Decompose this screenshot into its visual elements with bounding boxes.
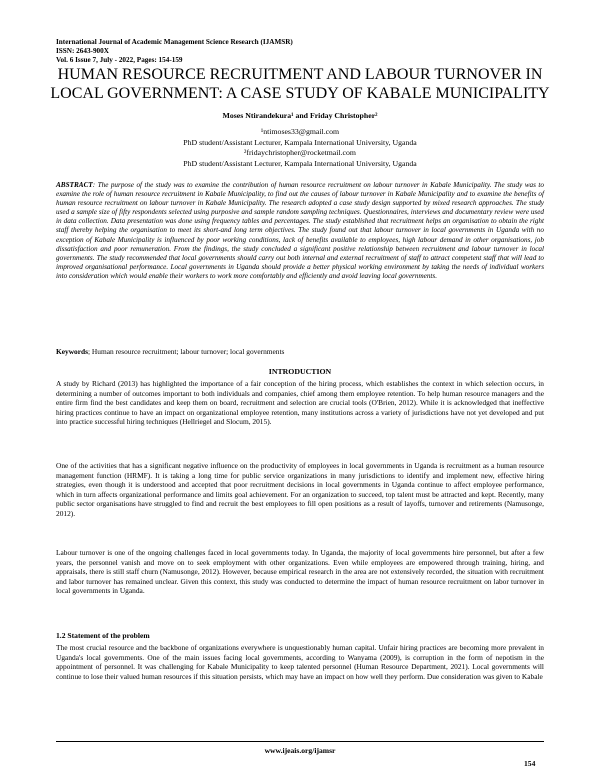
journal-header	[56, 38, 293, 65]
author1-affiliation: PhD student/Assistant Lecturer, Kampala International University, Uganda	[183, 137, 417, 147]
keywords-text: ; Human resource recruitment; labour turnover; local governments	[88, 347, 285, 356]
author1-email: ¹ntimoses33@gmail.com	[260, 127, 340, 136]
paper-title: HUMAN RESOURCE RECRUITMENT AND LABOUR TURNOVER IN LOCAL GOVERNMENT: A CASE STUDY OF KABALE MUNICIPALITY	[50, 66, 550, 102]
footer-divider	[56, 741, 544, 742]
journal-volume: Vol. 6 Issue 7, July - 2022, Pages: 154-159	[56, 56, 183, 64]
author2-affiliation: PhD student/Assistant Lecturer, Kampala International University, Uganda	[183, 158, 417, 168]
keywords-label: Keywords	[56, 347, 89, 356]
abstract-text: : The purpose of the study was to examine the contribution of human resource recruitment on labour turnover in Kabale Municipality. The study was to examine the role of human resource recruitment in Kabale Municipality, to find out the causes of labour turnover in Kabale Municipality and to examine the benefits of human resource recruitment on labour turnover in Kabale Municipality. The research adopted a case study design supported by mixed research approaches. The study used a sample size of fifty respondents selected using purposive and sample random sampling techniques. Questionnaires, interviews and documentary review were used in data collection. Data presentation was done using frequency tables and percentages. The study established that recruitment helps an organisation to obtain the right staff thereby helping the organisation to meet its short-and long term objectives. The study found out that labour turnover in local governments in Uganda with no exception of Kabale Municipality is influenced by poor working conditions, lack of benefits available to employees, high labour demand in other organisations, job dissatisfaction and poor remuneration. From the findings, the study concluded a significant positive relationship between recruitment and labour turnover in local governments. The study recommended that local governments should carry out both internal and external recruitment of staff to attract competent staff that will lead to improved organisational performance. Local governments in Uganda should provide a better physical working environment by taking the needs of individual workers into consideration which would enable their workers to work more comfortably and efficiently and avoid leaving local governments.	[56, 181, 544, 280]
author-line: Moses Ntirandekura¹ and Friday Christopher²	[222, 111, 378, 120]
journal-issn: ISSN: 2643-900X	[56, 47, 109, 55]
author2-email: ²fridaychristopher@rocketmail.com	[244, 148, 356, 158]
page-number: 154	[524, 759, 536, 768]
statement-heading: 1.2 Statement of the problem	[56, 631, 150, 640]
keywords	[56, 347, 544, 356]
introduction-heading: INTRODUCTION	[268, 367, 332, 376]
intro-paragraph-3: Labour turnover is one of the ongoing challenges faced in local governments today. In Uganda, the majority of local governments hire personnel, but after a few years, the personnel vanish and move on to seek employment with other organizations. Even while employees are empowered through training, hiring, and appraisals, there is still staff churn (Namusonge, 2012). However, because empirical research in the area are not extensively recorded, the situation with recruitment and labor turnover has remained unclear. Given this context, this study was conducted to determine the impact of human resource recruitment on labor turnover in local governments in Uganda.	[56, 548, 544, 596]
abstract	[56, 181, 544, 281]
statement-paragraph: The most crucial resource and the backbone of organizations everywhere is unquestionably human capital. Unfair hiring practices are becoming more prevalent in Uganda's local governments. One of the main issues facing local governments, according to Wanyama (2009), is corruption in the form of nepotism in the appointment of personnel. It was challenging for Kabale Municipality to keep talented personnel (Human Resource Department, 2021). Local governments will continue to lose their valued human resources if this situation persists, which may have an impact on how well they perform. Due consideration was given to Kabale	[56, 643, 544, 681]
affiliations	[0, 127, 600, 169]
journal-name: International Journal of Academic Management Science Research (IJAMSR)	[56, 38, 293, 46]
footer-url: www.ijeais.org/ijamsr	[264, 746, 336, 755]
intro-paragraph-1: A study by Richard (2013) has highlighted the importance of a fair conception of the hiring process, which establishes the context in which selection occurs, in determining a number of outcomes important to both individuals and companies, chief among them employee retention. To help human resource managers and the entire firm find the best candidates and keep them on board, recruitment and selection are crucial tools (O'Brien, 2012). While it is acknowledged that ineffective hiring practices continue to have an impact on organizational employee retention, many institutions across a variety of jurisdictions have not yet developed and put into practice successful hiring techniques (Hellriegel and Slocum, 2015).	[56, 379, 544, 427]
intro-paragraph-2: One of the activities that has a significant negative influence on the productivity of employees in local governments in Uganda is recruitment as a human resource management function (HRMF). It is taking a long time for public service organizations in many jurisdictions to identify and implement new, effective hiring strategies, even though it is understood and accepted that poor recruitment decisions in local governments in Uganda continue to affect employee performance, which in turn affects organizational performance and limits goal achievement. For an organization to succeed, top talent must be attracted and kept. Recently, many public sector organisations have struggled to find and recruit the best employees to fill open positions as a result of layoffs, turnover and retirements (Namusonge, 2012).	[56, 461, 544, 518]
abstract-label: ABSTRACT	[56, 181, 93, 189]
